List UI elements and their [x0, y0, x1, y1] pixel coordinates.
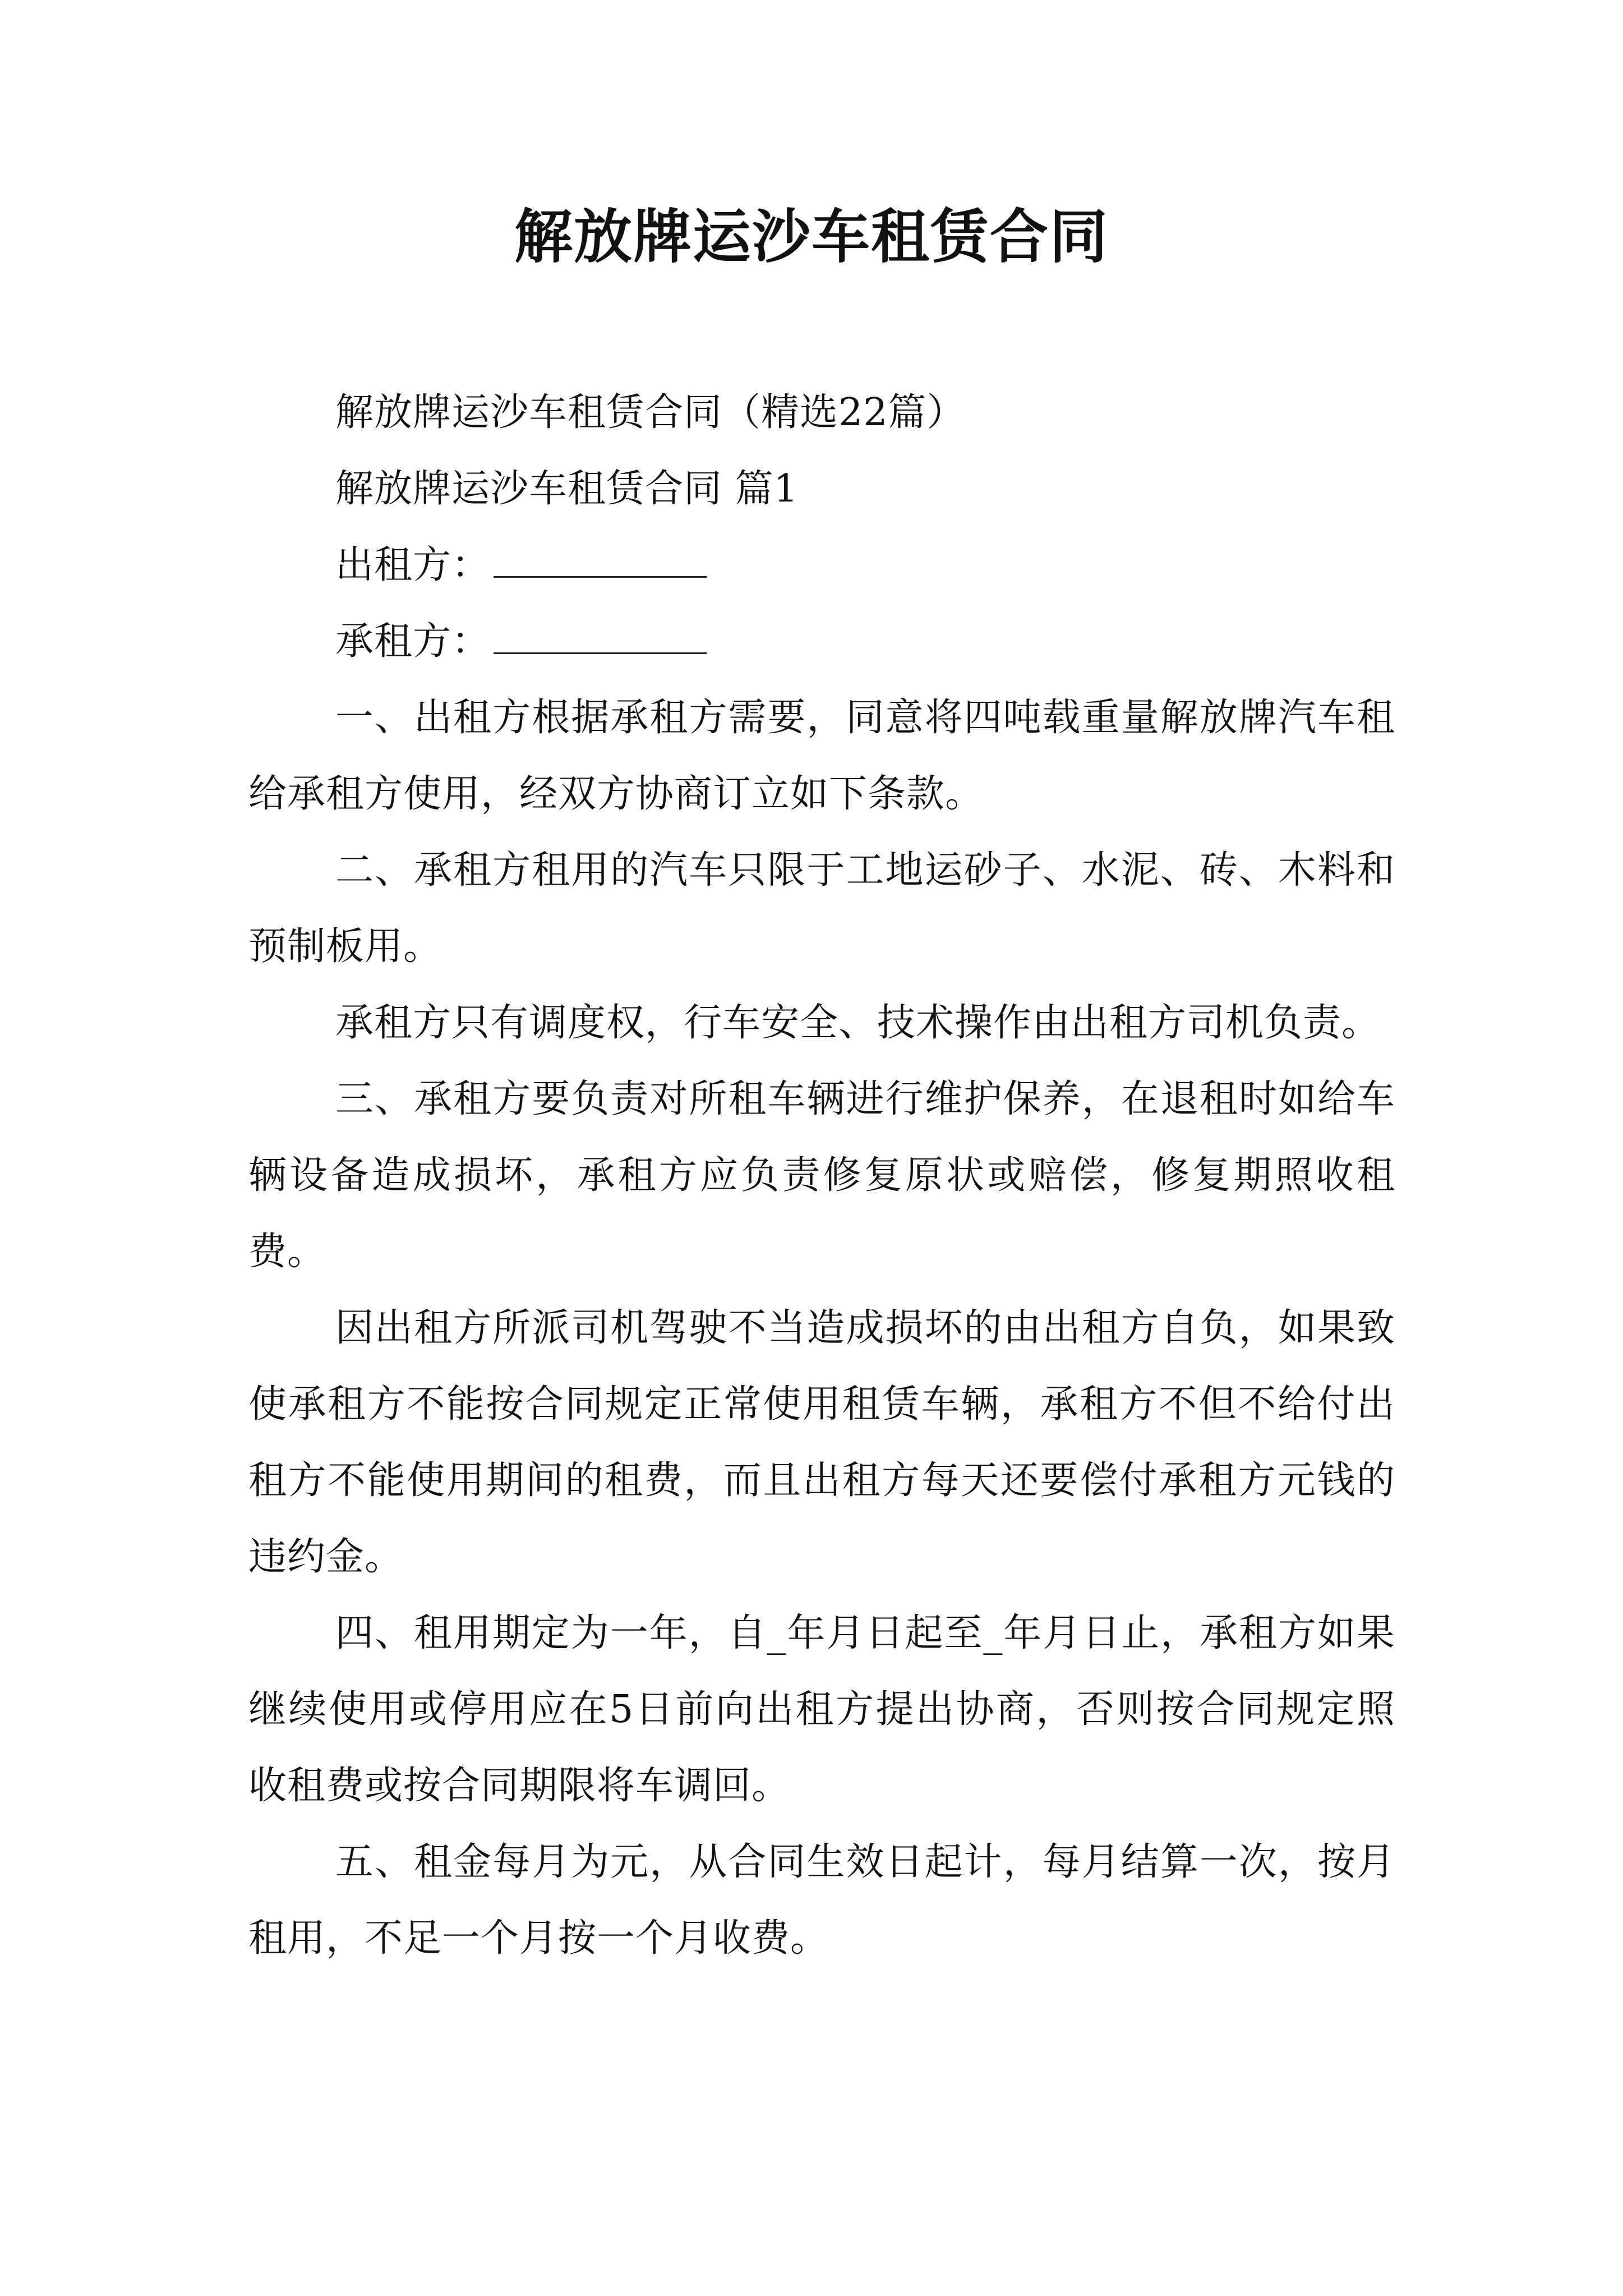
lessee-label: 承租方：: [335, 619, 491, 664]
document-subtitle: 解放牌运沙车租赁合同（精选22篇）: [335, 390, 966, 435]
lessor-blank: [494, 542, 707, 578]
clause-paragraph: 三、承租方要负责对所租车辆进行维护保养，在退租时如给车辆设备造成损坏，承租方应负责修复原状或赔偿，修复期照收租费。: [248, 1077, 1395, 1274]
clause-paragraph: 五、租金每月为元，从合同生效日起计，每月结算一次，按月租用，不足一个月按一个月收费。: [248, 1840, 1395, 1961]
lessee-blank: [494, 619, 707, 654]
clause-paragraph: 二、承租方租用的汽车只限于工地运砂子、水泥、砖、木料和预制板用。: [248, 848, 1395, 969]
clause-paragraph: 四、租用期定为一年，自_年月日起至_年月日止，承租方如果继续使用或停用应在5日前向出租方提出协商，否则按合同规定照收租费或按合同期限将车调回。: [248, 1611, 1395, 1808]
clause-paragraph: 承租方只有调度权，行车安全、技术操作由出租方司机负责。: [335, 1001, 1381, 1045]
lessor-line: [248, 527, 1395, 604]
document-body: [248, 375, 1395, 1977]
clause-paragraph: 一、出租方根据承租方需要，同意将四吨载重量解放牌汽车租给承租方使用，经双方协商订立如下条款。: [248, 696, 1395, 816]
lessee-line: [248, 604, 1395, 680]
document-title: 解放牌运沙车租赁合同: [514, 202, 1109, 271]
part-heading: 解放牌运沙车租赁合同 篇1: [335, 467, 799, 511]
clause-paragraph: 因出租方所派司机驾驶不当造成损坏的由出租方自负，如果致使承租方不能按合同规定正常使用租赁车辆，承租方不但不给付出租方不能使用期间的租费，而且出租方每天还要偿付承租方元钱的违约金。: [248, 1306, 1395, 1579]
lessor-label: 出租方：: [335, 543, 491, 587]
